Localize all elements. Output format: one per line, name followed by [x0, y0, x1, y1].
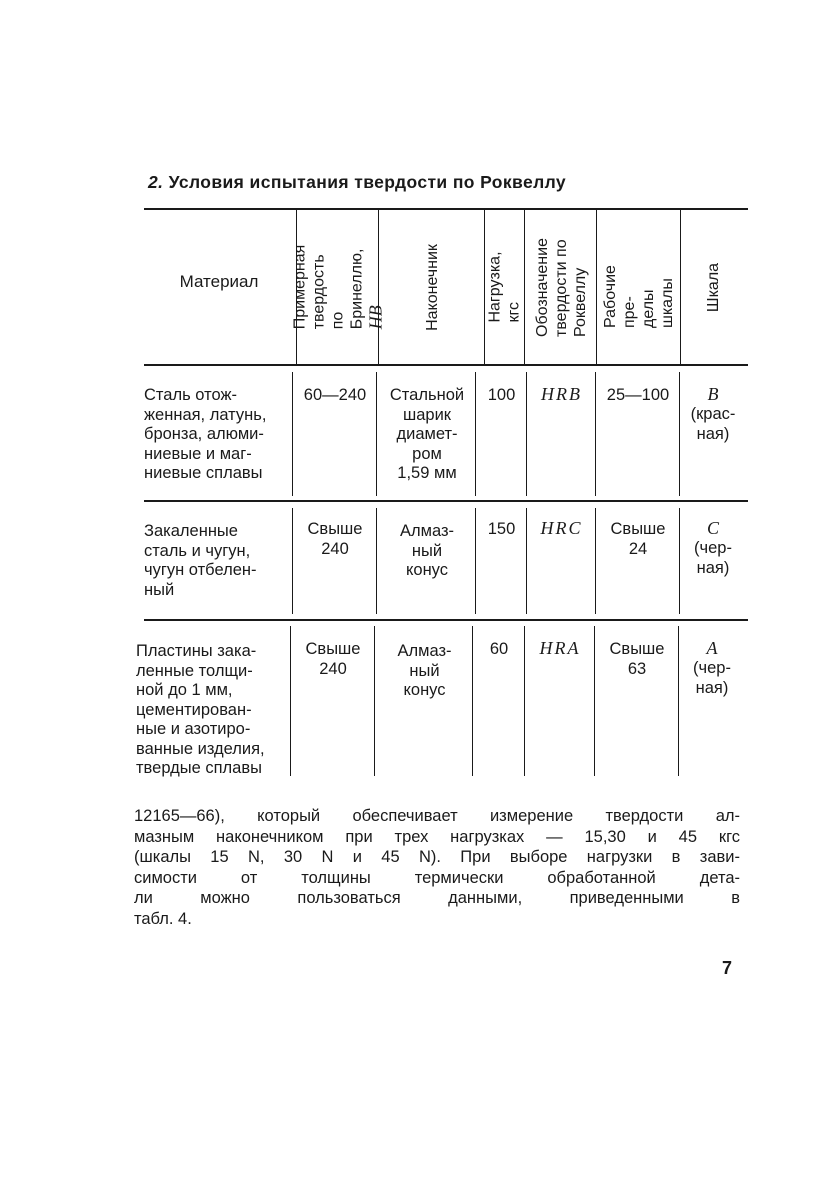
- row-1-brinell: 60—240: [303, 386, 367, 404]
- row-1-range: 25—100: [606, 386, 670, 404]
- column-divider: [679, 372, 680, 496]
- column-divider: [524, 626, 525, 776]
- header-divider: [596, 210, 597, 364]
- row-3-scale-letter: A: [706, 638, 718, 658]
- row-1-designation: HRB: [541, 384, 582, 404]
- column-divider: [376, 372, 377, 496]
- row-2-material: Закаленные сталь и чугун, чугун отбелен- ный: [144, 522, 257, 599]
- column-divider: [595, 508, 596, 614]
- row-1-material: Сталь отож- женная, латунь, бронза, алюми- ниевые и маг- ниевые сплавы: [144, 386, 267, 482]
- row-2-brinell: Свыше 240: [307, 520, 363, 558]
- table-title: [148, 172, 748, 193]
- header-bottom-rule: [144, 364, 748, 366]
- row-2-scale-letter: C: [706, 518, 719, 538]
- header-material: Материал: [179, 272, 259, 291]
- row-1-load: 100: [487, 386, 516, 404]
- table-top-rule: [144, 208, 748, 210]
- header-indenter-label: Наконечник: [423, 243, 441, 331]
- row-2-bottom-rule: [144, 619, 748, 621]
- row-1-indenter: Стальной шарик диамет- ром 1,59 мм: [389, 386, 465, 482]
- row-3-material: Пластины зака- ленные толщи- ной до 1 мм, цементирован- ные и азотиро- ванные изделия, твердые сплавы: [136, 642, 265, 777]
- column-divider: [595, 372, 596, 496]
- row-1-scale-color: (крас- ная): [690, 405, 736, 443]
- row-2-indenter: Алмаз- ный конус: [399, 522, 455, 579]
- row-1-bottom-rule: [144, 500, 748, 502]
- header-range-label: Рабочие пре- делы шкалы: [602, 265, 676, 328]
- paragraph-line: мазным наконечником при трех нагрузках — 15,30 и 45 кгс: [134, 827, 740, 846]
- header-brinell: [291, 212, 385, 362]
- page-number: 7: [722, 958, 733, 978]
- header-designation: [526, 212, 596, 362]
- header-divider: [680, 210, 681, 364]
- header-brinell-label: Примерная твердость по Бринеллю,: [291, 244, 365, 330]
- column-divider: [678, 626, 679, 776]
- header-brinell-text: [290, 245, 386, 330]
- row-1-scale-letter: B: [707, 384, 719, 404]
- header-load-label: Нагрузка, кгс: [487, 251, 524, 323]
- body-paragraph: [134, 806, 740, 929]
- header-range: [598, 212, 680, 362]
- row-3-range: Свыше 63: [609, 640, 665, 678]
- row-2-load: 150: [487, 520, 516, 538]
- paragraph-line: ли можно пользоваться данными, приведенными в: [134, 889, 740, 907]
- row-3-designation: HRA: [539, 638, 581, 658]
- header-indenter: [380, 212, 484, 362]
- table-title-text: Условия испытания твердости по Роквеллу: [168, 172, 567, 192]
- header-load: [486, 212, 524, 362]
- column-divider: [376, 508, 377, 614]
- column-divider: [594, 626, 595, 776]
- header-divider: [524, 210, 525, 364]
- header-scale: [682, 212, 746, 362]
- paragraph-line: табл. 4.: [134, 909, 192, 928]
- paragraph-line: симости от толщины термически обработанной дета-: [134, 868, 740, 887]
- paragraph-line: (шкалы 15 N, 30 N и 45 N). При выборе нагрузки в зави-: [134, 848, 740, 866]
- header-scale-label: Шкала: [705, 262, 723, 312]
- header-brinell-symbol: HB: [365, 305, 385, 330]
- column-divider: [679, 508, 680, 614]
- table-number: 2.: [148, 172, 164, 192]
- row-3-brinell: Свыше 240: [305, 640, 361, 678]
- row-3-indenter: Алмаз- ный конус: [397, 642, 452, 699]
- row-3-load: 60: [489, 640, 509, 658]
- column-divider: [526, 372, 527, 496]
- header-designation-label: Обозначение твердости по Роквеллу: [533, 237, 589, 337]
- column-divider: [374, 626, 375, 776]
- column-divider: [526, 508, 527, 614]
- row-2-designation: HRC: [540, 518, 583, 538]
- row-3-scale-color: (чер- ная): [693, 659, 731, 697]
- row-2-scale-color: (чер- ная): [694, 539, 732, 577]
- paragraph-line: 12165—66), который обеспечивает измерение твердости ал-: [134, 807, 740, 825]
- row-2-range: Свыше 24: [610, 520, 666, 558]
